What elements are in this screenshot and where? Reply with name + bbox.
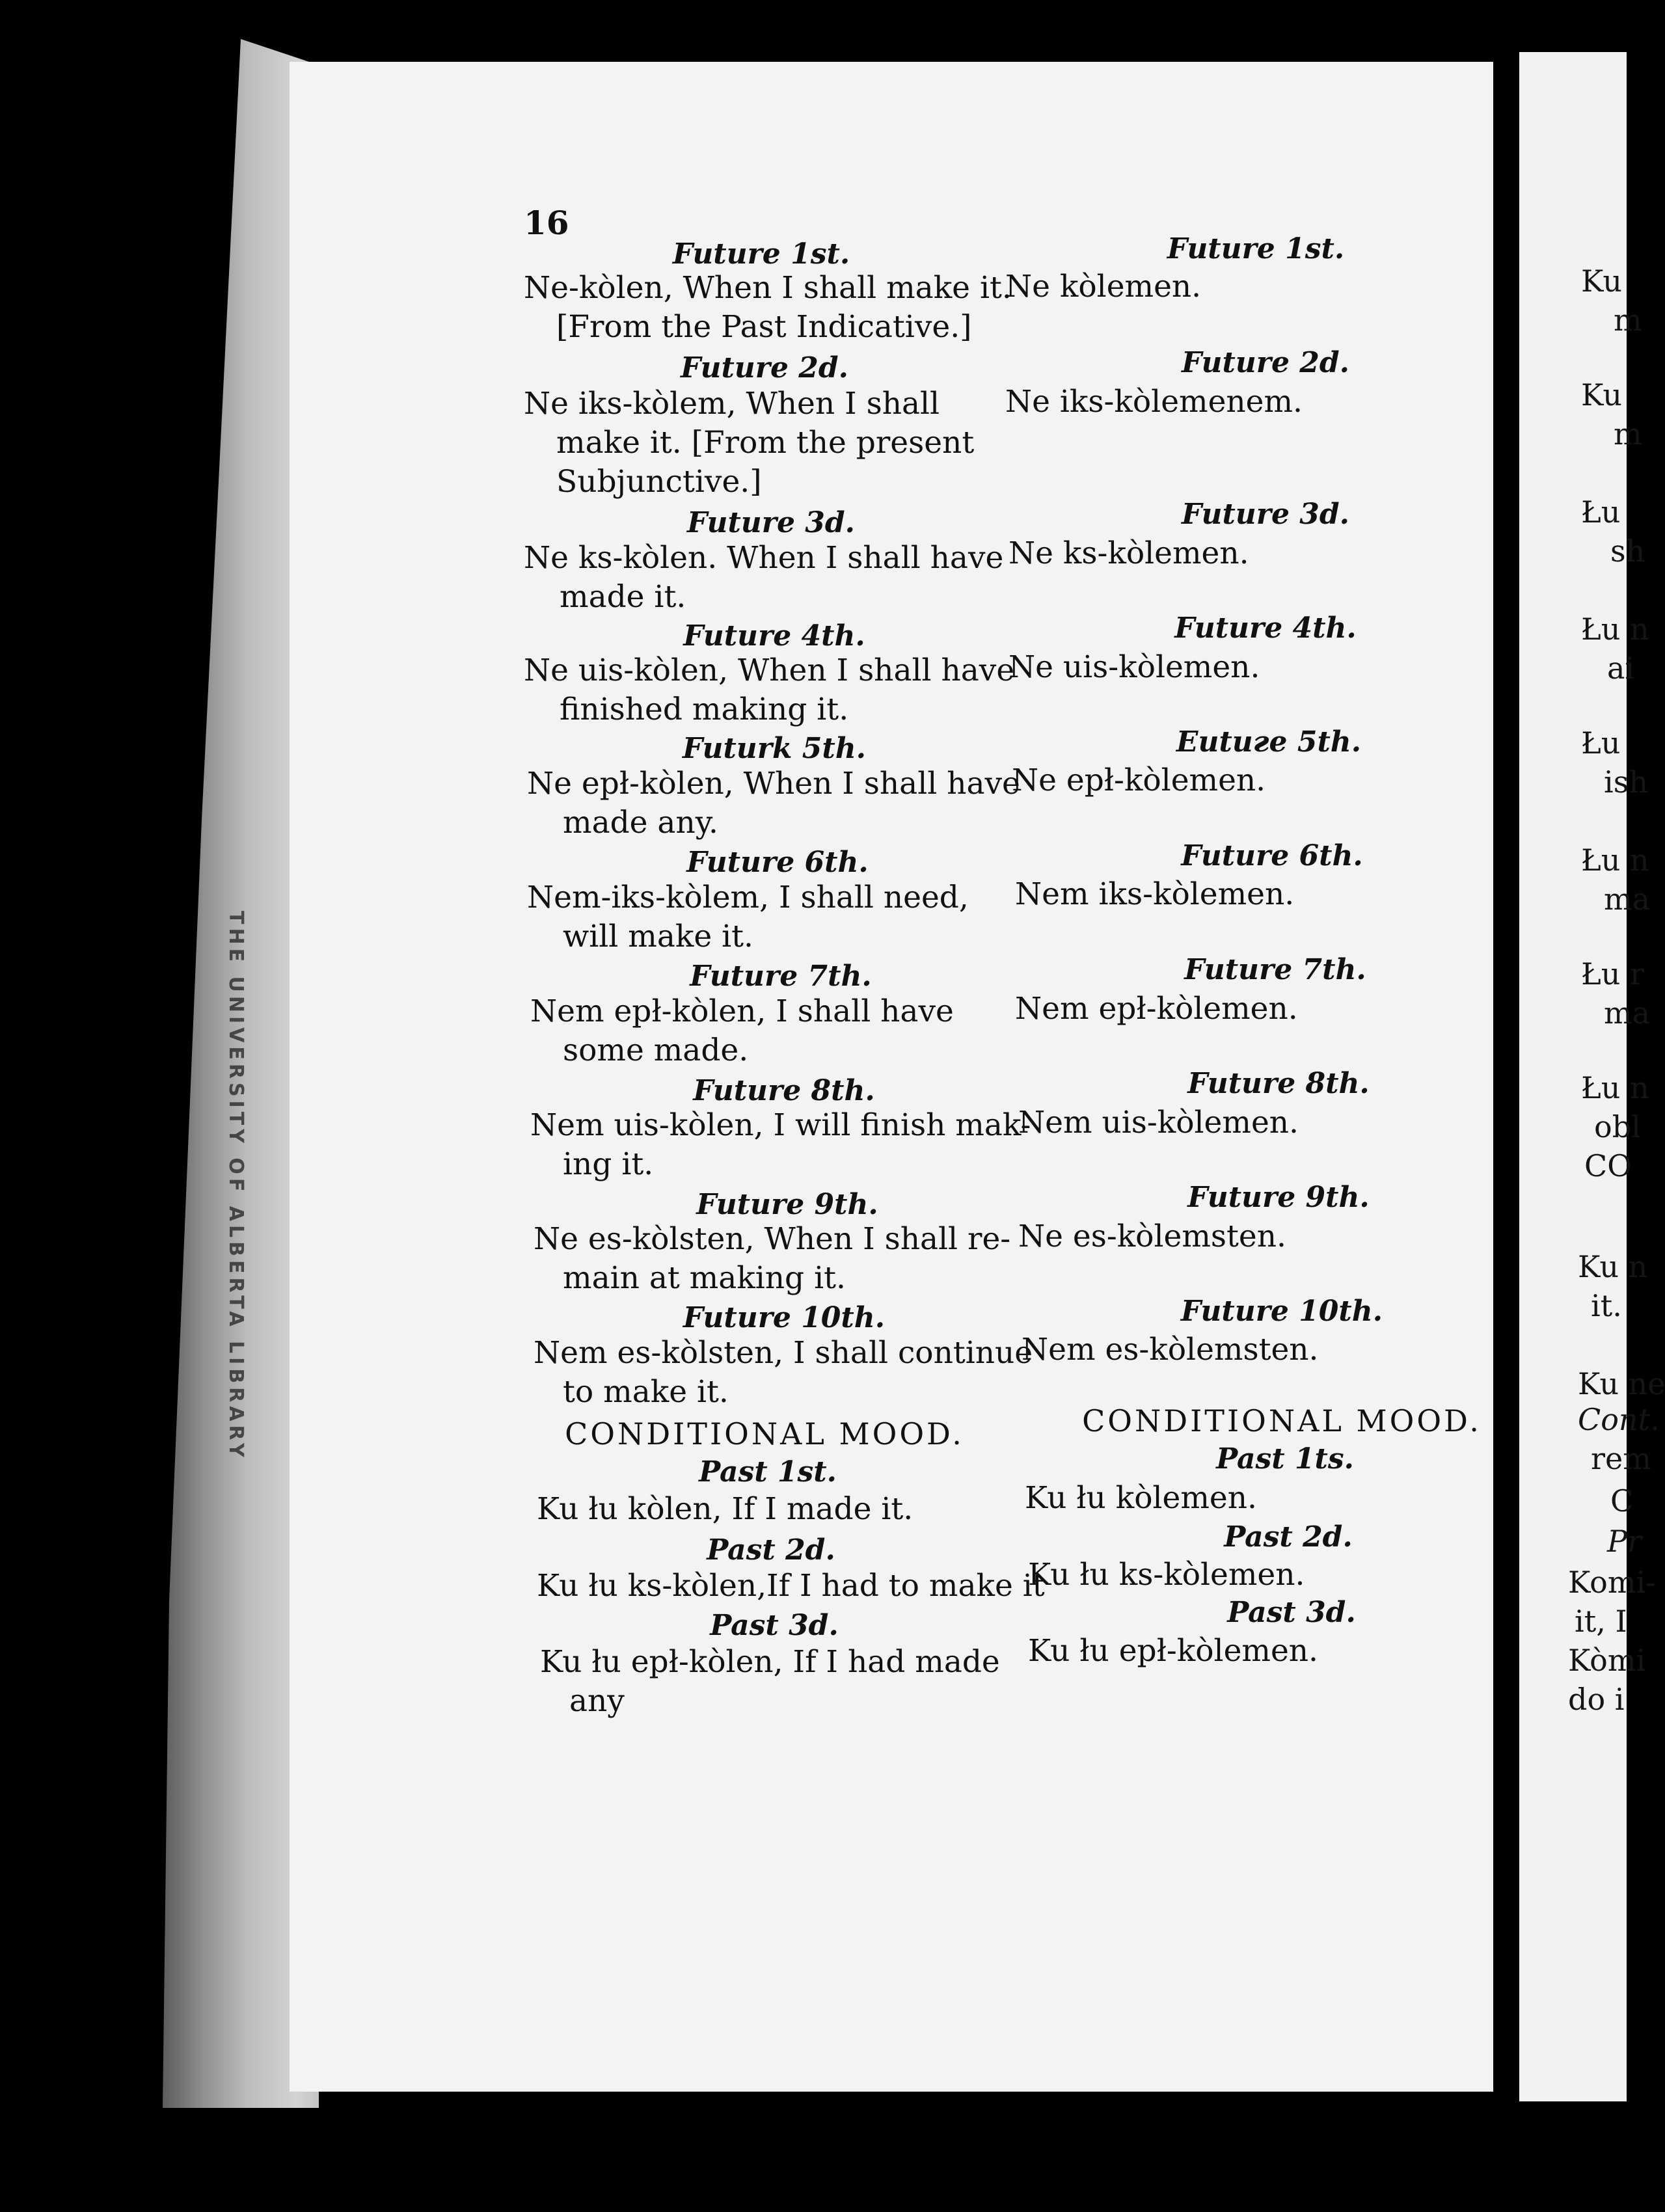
text-line: main at making it.: [563, 1260, 846, 1296]
text-line: Ne ks-kòlemen.: [1008, 535, 1249, 571]
text-line: made it.: [560, 579, 686, 615]
section-heading-conditional-mood: CONDITIONAL MOOD.: [1082, 1403, 1482, 1438]
facing-page-fragment: m: [1614, 303, 1642, 338]
text-line: Ku łu ks-kòlen,If I had to make it: [537, 1568, 1045, 1604]
facing-page-fragment: Komi-: [1568, 1565, 1656, 1600]
heading-future-9th: Future 9th.: [696, 1188, 878, 1221]
text-line: Ne es-kòlsten, When I shall re-: [534, 1221, 1011, 1257]
facing-page-fragment: Łu r: [1581, 956, 1645, 991]
facing-page-fragment: ish: [1604, 764, 1648, 800]
heading-past-1st: Past 1ts.: [1216, 1442, 1354, 1476]
facing-page-fragment: Łu: [1581, 494, 1621, 530]
facing-page-fragment: m: [1614, 416, 1642, 452]
facing-page-fragment: Łu n: [1581, 843, 1649, 878]
facing-page-fragment: Ku: [1581, 263, 1622, 299]
heading-future-1st: Future 1st.: [672, 237, 850, 271]
facing-page-fragment: CO: [1584, 1148, 1632, 1183]
facing-page-fragment: Łu n: [1581, 1070, 1649, 1105]
facing-page-fragment: ma: [1604, 995, 1651, 1031]
text-line: any: [569, 1683, 625, 1719]
heading-future-4th: Future 4th.: [683, 619, 865, 653]
heading-past-3d: Past 3d.: [710, 1609, 839, 1642]
facing-page-fragment: it.: [1591, 1288, 1622, 1323]
library-stamp: THE UNIVERSITY OF ALBERTA LIBRARY: [224, 911, 247, 1461]
text-line: ing it.: [563, 1146, 654, 1182]
heading-future-3d: Future 3d.: [687, 506, 855, 539]
facing-page-fragment: C: [1610, 1483, 1634, 1518]
section-heading-conditional-mood: CONDITIONAL MOOD.: [565, 1416, 964, 1451]
facing-page-fragment: it, I: [1575, 1604, 1627, 1639]
text-line: Ne ks-kòlen. When I shall have: [524, 540, 1004, 576]
text-line: Nem es-kòlsten, I shall continue: [534, 1335, 1033, 1371]
facing-page-fragment: do i: [1568, 1682, 1625, 1717]
heading-future-9th: Future 9th.: [1187, 1181, 1370, 1214]
heading-future-8th: Future 8th.: [1187, 1067, 1370, 1100]
text-line: Nem uis-kòlemen.: [1018, 1105, 1299, 1140]
text-line: some made.: [563, 1032, 749, 1068]
text-line: Ne-kòlen, When I shall make it.: [524, 270, 1012, 306]
heading-future-10th: Future 10th.: [683, 1301, 886, 1334]
facing-page-fragment: sh: [1610, 533, 1645, 569]
facing-page-fragment: rem: [1591, 1441, 1651, 1476]
text-line: Ne iks-kòlemenem.: [1005, 384, 1303, 420]
text-line: Ku łu kòlemen.: [1025, 1480, 1257, 1516]
heading-future-7th: Future 7th.: [690, 960, 872, 993]
text-line: finished making it.: [560, 692, 849, 727]
facing-page-fragment: Łu: [1581, 725, 1621, 761]
facing-page-fragment: obl: [1594, 1109, 1641, 1144]
text-line: Ne uis-kòlen, When I shall have: [524, 653, 1015, 688]
text-line: Ne iks-kòlem, When I shall: [524, 386, 940, 422]
text-line: Ku łu epł-kòlen, If I had made: [540, 1644, 1000, 1680]
heading-future-4th: Future 4th.: [1174, 612, 1357, 645]
heading-past-1st: Past 1st.: [699, 1455, 837, 1489]
text-line: Ku łu epł-kòlemen.: [1028, 1633, 1318, 1669]
text-line: Ne es-kòlemsten.: [1018, 1219, 1286, 1254]
text-line: make it. [From the present: [556, 425, 975, 461]
text-line: Subjunctive.]: [556, 464, 762, 500]
text-line: Ne epł-kòlen, When I shall have: [527, 766, 1020, 802]
heading-past-3d: Past 3d.: [1227, 1596, 1356, 1629]
text-line: [From the Past Indicative.]: [556, 309, 972, 345]
heading-future-6th: Future 6th.: [1181, 839, 1363, 872]
text-line: Ku łu kòlen, If I made it.: [537, 1491, 914, 1527]
text-line: Nem iks-kòlemen.: [1015, 876, 1295, 912]
text-line: Ne uis-kòlemen.: [1008, 649, 1260, 685]
book-page: [290, 62, 1493, 2092]
heading-future-2d: Future 2d.: [1182, 346, 1349, 379]
facing-page-fragment: Ku: [1581, 377, 1622, 412]
facing-page-fragment: ai: [1607, 651, 1635, 686]
heading-past-2d: Past 2d.: [1224, 1520, 1353, 1554]
text-line: Nem-iks-kòlem, I shall need,: [527, 880, 969, 915]
text-line: Ne kòlemen.: [1005, 269, 1202, 304]
facing-page-edge: [1519, 52, 1665, 2101]
facing-page-fragment: Ku n: [1578, 1249, 1648, 1284]
heading-future-2d: Future 2d.: [681, 351, 848, 384]
facing-page-fragment: Pr: [1607, 1524, 1642, 1559]
text-line: will make it.: [563, 919, 753, 954]
text-line: Ne epł-kòlemen.: [1012, 762, 1266, 798]
page-number: 16: [524, 204, 569, 242]
heading-future-8th: Future 8th.: [693, 1074, 875, 1107]
heading-future-5th: Eutuге 5th.: [1176, 725, 1362, 759]
heading-future-3d: Future 3d.: [1182, 498, 1349, 531]
heading-future-5th: Futurk 5th.: [682, 732, 867, 765]
text-line: Nem uis-kòlen, I will finish mak-: [530, 1107, 1031, 1143]
heading-future-6th: Future 6th.: [686, 846, 869, 879]
facing-page-fragment: ma: [1604, 882, 1651, 917]
text-line: Nem epł-kòlemen.: [1015, 991, 1298, 1027]
heading-past-2d: Past 2d.: [707, 1533, 835, 1567]
heading-future-10th: Future 10th.: [1180, 1295, 1383, 1328]
text-line: Ku łu ks-kòlemen.: [1028, 1557, 1305, 1593]
heading-future-7th: Future 7th.: [1184, 953, 1366, 986]
text-line: to make it.: [563, 1374, 729, 1410]
text-line: Nem epł-kòlen, I shall have: [530, 993, 954, 1029]
facing-page-fragment: Łu n: [1581, 612, 1649, 647]
text-line: Nem es-kòlemsten.: [1022, 1332, 1319, 1368]
text-line: made any.: [563, 805, 718, 841]
facing-page-fragment: Kòmi: [1568, 1643, 1646, 1678]
facing-page-fragment: Ku ne: [1578, 1366, 1665, 1401]
heading-future-1st: Future 1st.: [1167, 232, 1345, 265]
facing-page-fragment: Cont.: [1578, 1402, 1660, 1437]
